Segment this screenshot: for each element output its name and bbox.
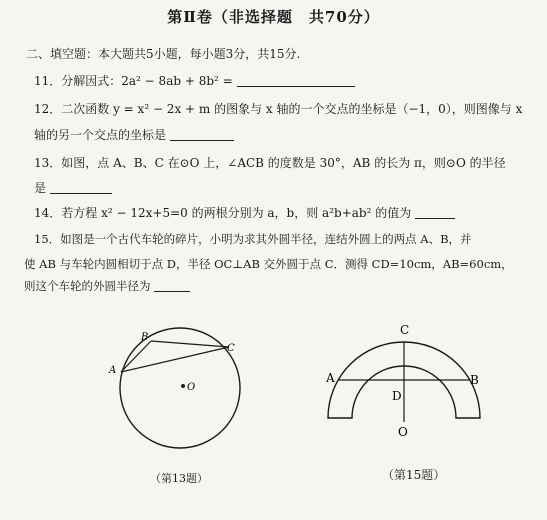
section-title: 第Ⅱ卷（非选择题 共70分） (167, 8, 380, 26)
question-12-line2 (34, 127, 539, 143)
question-15-line3 (24, 278, 529, 294)
label-a: A (326, 371, 335, 385)
label-a: A (109, 365, 117, 376)
figure-13-diagram (105, 318, 255, 458)
answer-blank-13 (50, 181, 112, 194)
question-13-line1: 13．如图，点 A、B、C 在⊙O 上，∠ACB 的度数是 30°，AB 的长为 π，则⊙O 的半径 (34, 156, 506, 170)
question-12-line1: 12．二次函数 y = x² − 2x + m 的图象与 x 轴的一个交点的坐标是（−1，0），则图像与 x (34, 102, 523, 116)
center-point-o (181, 384, 185, 388)
label-d: D (392, 389, 402, 403)
question-15-text3: 则这个车轮的外圆半径为 (24, 279, 151, 293)
fill-in-heading: 二、填空题：本大题共5小题，每小题3分，共15分. (26, 47, 301, 61)
label-b: B (470, 373, 479, 387)
figure-13-caption: （第13题） (150, 472, 208, 485)
answer-blank-14 (415, 206, 455, 219)
question-13-text2: 是 (34, 181, 47, 195)
answer-blank-12 (170, 128, 234, 141)
label-c: C (400, 323, 410, 337)
question-11 (34, 73, 539, 89)
question-15-line2: 使 AB 与车轮内圆相切于点 D，半径 OC⊥AB 交外圆于点 C．测得 CD=10cm，AB=60cm， (24, 257, 513, 271)
answer-blank-15 (154, 279, 190, 292)
answer-blank-11 (237, 74, 355, 87)
question-11-text: 11．分解因式：2a² − 8ab + 8b² = (34, 74, 233, 88)
label-b: B (141, 332, 149, 343)
figure-15-caption: （第15题） (382, 468, 446, 482)
chord-ab (121, 341, 151, 372)
label-o: O (398, 425, 408, 439)
question-13-line2 (34, 180, 539, 196)
question-14 (34, 205, 539, 221)
question-15-line1: 15．如图是一个古代车轮的碎片，小明为求其外圆半径，连结外圆上的两点 A、B，并 (34, 232, 472, 246)
question-12-text2: 轴的另一个交点的坐标是 (34, 128, 167, 142)
label-c: C (227, 343, 235, 354)
figure-15-diagram (320, 318, 490, 446)
question-14-text: 14．若方程 x² − 12x+5=0 的两根分别为 a，b，则 a²b+ab² 的值为 (34, 206, 412, 220)
label-o: O (187, 382, 196, 393)
chord-ac (121, 347, 229, 372)
